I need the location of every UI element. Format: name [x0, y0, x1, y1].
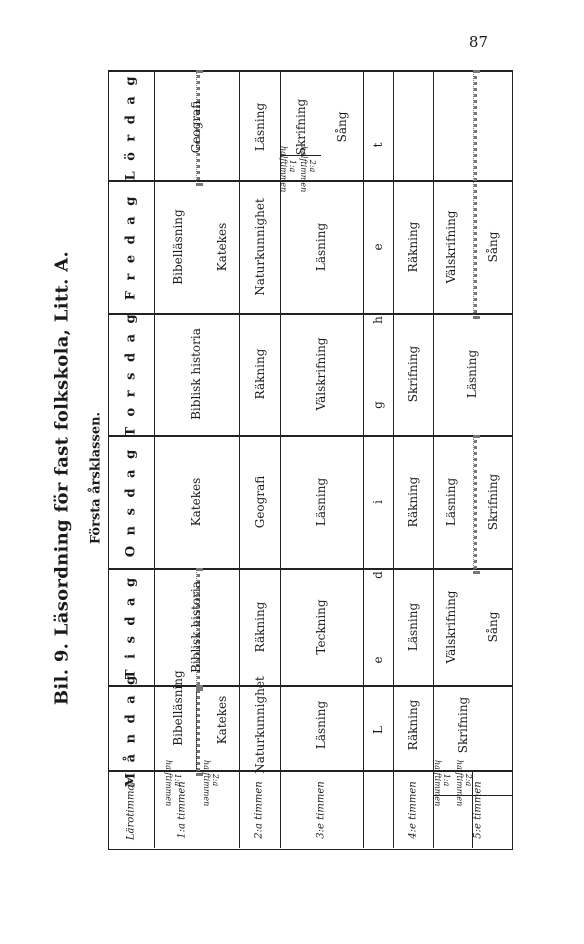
cell-fri-3: Läsning [314, 222, 328, 272]
row-label-1: 1:a timmen [176, 781, 188, 839]
day-header-thursday: T o r s d a g [123, 311, 139, 437]
cell-thu-3: Välskrifning [314, 337, 328, 411]
half-label-mon-2: 2:a halftimmen [202, 760, 220, 807]
cell-wed-2: Geografi [253, 475, 267, 529]
cell-tue-5b: Sång [486, 611, 500, 643]
cell-thu-2: Räkning [253, 348, 267, 400]
cell-sat-1: Geografi [189, 100, 203, 154]
cell-tue-5a: Välskrifning [444, 590, 458, 664]
cell-tue-2: Räkning [253, 601, 267, 653]
cell-wed-5a: Läsning [444, 477, 458, 527]
cell-fri-4: Räkning [406, 221, 420, 273]
day-header-wednesday: O n s d a g [123, 446, 139, 558]
half-label-sat-2: 2:a halftimmen [299, 146, 317, 193]
recess-letter-3: d [371, 571, 385, 579]
cell-thu-1: Biblisk historia [189, 328, 203, 420]
day-header-saturday: L ö r d a g [123, 73, 139, 181]
recess-letter-1: L [371, 726, 385, 734]
row-label-5: 5:e timmen [472, 781, 484, 839]
half-label-mon-1: 1:a halftimmen [164, 760, 182, 807]
recess-letter-6: h [371, 316, 385, 324]
cell-mon-5: Skrifning [456, 696, 470, 754]
cell-sat-3a: Skrifning [294, 98, 308, 156]
half-label-sat-1: 1:a halftimmen [279, 146, 297, 193]
page-number: 87 [468, 33, 488, 51]
day-header-friday: F r e d a g [123, 193, 139, 301]
cell-wed-5b: Skrifning [486, 473, 500, 531]
cell-fri-1b: Katekes [215, 222, 229, 272]
cell-wed-3: Läsning [314, 477, 328, 527]
cell-tue-3: Teckning [314, 599, 328, 655]
cell-fri-1a: Bibelläsning [171, 209, 185, 285]
cell-wed-4: Räkning [406, 476, 420, 528]
cell-thu-5: Läsning [465, 349, 479, 399]
cell-mon-3: Läsning [314, 700, 328, 750]
timetable [108, 70, 513, 850]
half-label-5-1: 1:a halftimmen [433, 760, 451, 807]
page-subtitle: Första årsklassen. [88, 411, 104, 545]
cell-mon-1b: Katekes [215, 695, 229, 745]
recess-letter-4: i [371, 500, 385, 504]
cell-mon-4: Räkning [406, 699, 420, 751]
recess-letter-7: e [371, 243, 385, 251]
cell-sat-2: Läsning [253, 102, 267, 152]
cell-tue-4: Läsning [406, 602, 420, 652]
recess-letter-2: e [371, 656, 385, 664]
row-label-2: 2:a timmen [253, 781, 265, 839]
cell-tue-1: Biblisk historia [189, 581, 203, 673]
recess-letter-8: t [371, 142, 385, 148]
cell-mon-1a: Bibelläsning [171, 670, 185, 746]
lesson-col-header: Lärotimmar [125, 779, 137, 841]
day-header-tuesday: T i s d a g [123, 574, 139, 680]
cell-wed-1: Katekes [189, 477, 203, 527]
page-title: Bil. 9. Läsordning för fast folkskola, Litt. A. [51, 250, 73, 706]
cell-thu-4: Skrifning [406, 345, 420, 403]
cell-fri-5a: Välskrifning [444, 210, 458, 284]
row-label-3: 3:e timmen [315, 781, 327, 839]
cell-fri-2: Naturkunnighet [253, 198, 267, 296]
row-label-4: 4:e timmen [407, 781, 419, 839]
cell-fri-5b: Sång [486, 231, 500, 263]
half-label-5-2: 2:a halftimmen [455, 760, 473, 807]
cell-sat-3b: Sång [335, 111, 349, 143]
cell-mon-2: Naturkunnighet [253, 676, 267, 774]
recess-letter-5: g [371, 401, 385, 409]
day-header-monday: M å n d a g [123, 672, 139, 788]
